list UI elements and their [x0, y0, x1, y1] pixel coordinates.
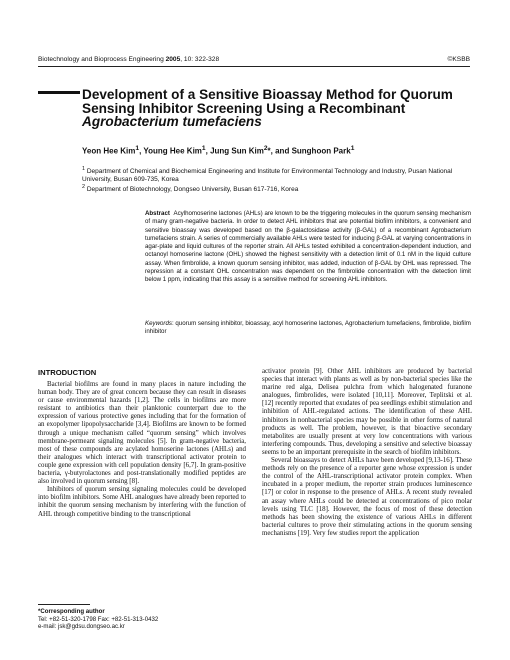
journal-header: [38, 56, 470, 63]
footnote-email: e-mail: jsk@gdsu.dongseo.ac.kr: [38, 623, 125, 631]
body-paragraph: Inhibitors of quorum sensing signaling molecules could be developed into biofilm inhibitors. Some AHL analogues have already been reported to inhibit the quorum sensing mechanism by interfering with the function of AHL through competitive binding to the transcriptional: [38, 486, 246, 518]
corresponding-author-footnote: [38, 608, 246, 631]
author-affiliation-mark: 1: [135, 145, 140, 152]
author-name: Sunghoon Park: [291, 146, 351, 156]
body-paragraph: activator protein [9]. Other AHL inhibitors are produced by bacterial species that interact with plants as well as by non-bacterial species like the marine red alga, Delisea pulchra from which halogenated furanone analogues, fimbrolides, were isolated [10,11]. Moreover, Teplitski et al. [12] recently reported that exudates of pea seedlings exhibit stimulation and inhibition of AHL-regulated actions. The identification of these AHL inhibitors in nonbacterial species may be possible in other forms of natural products as well. The problem, however, is that bioactive secondary metabolites are usually present at very low concentrations with various interfering compounds. Thus, developing a sensitive and selective bioassay seems to be an important prerequisite in the search of biofilm inhibitors.: [262, 368, 472, 456]
journal-volume-pages: , 10: 322-328: [180, 56, 220, 63]
abstract-label: Abstract: [145, 210, 170, 217]
author-separator: ,: [139, 146, 144, 156]
author-separator: ,: [205, 146, 211, 156]
title-accent-bar: [38, 91, 80, 94]
affiliation-text: Department of Chemical and Biochemical Engineering and Institute for Environmental Technology and Industry, Pusan National University, Busan 609-735, Korea: [82, 168, 453, 184]
keywords: [145, 320, 471, 337]
title-line-2: Sensing Inhibitor Screening Using a Recombinant: [82, 100, 406, 116]
author-list: [82, 145, 472, 156]
affiliation-text: Department of Biotechnology, Dongseo University, Busan 617-716, Korea: [85, 186, 299, 194]
author-affiliation-mark: 1: [350, 145, 355, 152]
body-paragraph: Bacterial biofilms are found in many places in nature including the human body. They are of great concern because they can result in diseases or cause environmental hazards [1,2]. The cells in biofilms are more resistant to antibiotics than their planktonic counterpart due to the expression of various protective genes including that for the formation of an exopolymer lipopolysaccharide [3,4]. Biofilms are known to be formed through a unique mechanism called “quorum sensing” which involves membrane-permeant signaling molecules [5]. In gram-negative bacteria, most of these compounds are acylated homoserine lactones (AHLs) and their analogues which interact with transcriptional activator protein to couple gene expression with cell population density [6,7]. In gram-positive bacteria, γ-butyrolactones and post-translationally modified peptides are also involved in quorum sensing [8].: [38, 381, 246, 486]
header-rule: [38, 66, 470, 67]
affiliation-1: [82, 165, 474, 184]
footnote-label: *Corresponding author: [38, 608, 105, 615]
author-separator: *, and: [267, 146, 292, 156]
journal-copyright: ©KSBB: [447, 56, 470, 63]
author-name: Yeon Hee Kim: [82, 146, 136, 156]
body-column-left: [38, 368, 246, 519]
body-column-right: [262, 368, 472, 538]
author-name: Jung Sun Kim: [210, 146, 264, 156]
affiliation-2: [82, 183, 474, 194]
section-heading-introduction: INTRODUCTION: [38, 368, 97, 377]
title-line-3: Agrobacterium tumefaciens: [82, 114, 262, 130]
author-name: Young Hee Kim: [143, 146, 202, 156]
author-affiliation-mark: 1: [201, 145, 206, 152]
footnote-rule: [38, 604, 90, 605]
journal-year: 2005: [165, 56, 181, 63]
footnote-phone-fax: Tel: +82-51-320-1798 Fax: +82-51-313-0432: [38, 615, 159, 623]
abstract: [145, 210, 471, 285]
author-affiliation-mark: 2: [263, 145, 268, 152]
affiliation-mark: 1: [82, 166, 86, 172]
journal-name: Biotechnology and Bioprocess Engineering: [38, 56, 166, 63]
title-line-1: Development of a Sensitive Bioassay Method for Quorum: [82, 87, 453, 102]
keywords-text: : quorum sensing inhibitor, bioassay, acyl homoserine lactones, Agrobacterium tumefaciens, fimbrolide, biofilm inhibitor: [145, 320, 471, 336]
body-paragraph: Several bioassays to detect AHLs have been developed [9,13-16]. These methods rely on the presence of a reporter gene whose expression is under the control of the AHL-transcriptional activator protein complex. When incubated in a proper medium, the reporter strain produces luminescence [17] or color in response to the presence of AHLs. A recent study revealed an assay where AHLs could be detected at concentrations of pico molar levels using TLC [18]. However, the focus of most of these detection methods has been showing the existence of various AHLs in different bacterial cultures to prove their stimulating actions in the quorum sensing mechanisms [19]. Very few studies report the application: [262, 457, 472, 537]
paper-title: [82, 88, 472, 129]
affiliation-mark: 2: [82, 184, 86, 190]
keywords-label: Keywords: [145, 320, 172, 327]
abstract-text: Acylhomoserine lactones (AHLs) are known to be the triggering molecules in the quorum sensing mechanism of many gram-negative bacteria. In order to detect AHL inhibitors that are potential biofilm inhibitors, a convenient and sensitive bioassay was developed based on the β-galactosidase activity (β-GAL) of a recombinant Agrobacterium tumefaciens strain. A series of commercially available AHLs were tested for inducing β-GAL at varying concentrations in agar-plate and liquid cultures of the reporter strain. All AHLs tested exhibited a concentration-dependent induction, and octanoyl homoserine lactone (OHL) showed the highest sensitivity with a detection limit of 0.1 nM in the liquid culture assay. When fimbrolide, a known quorum sensing inhibitor, was added, induction of β-GAL by OHL was repressed. The repression at a constant OHL concentration was dependent on the fimbrolide concentration with the detection limit below 1 ppm, indicating that this assay is a sensitive method for screening AHL inhibitors.: [145, 210, 471, 284]
